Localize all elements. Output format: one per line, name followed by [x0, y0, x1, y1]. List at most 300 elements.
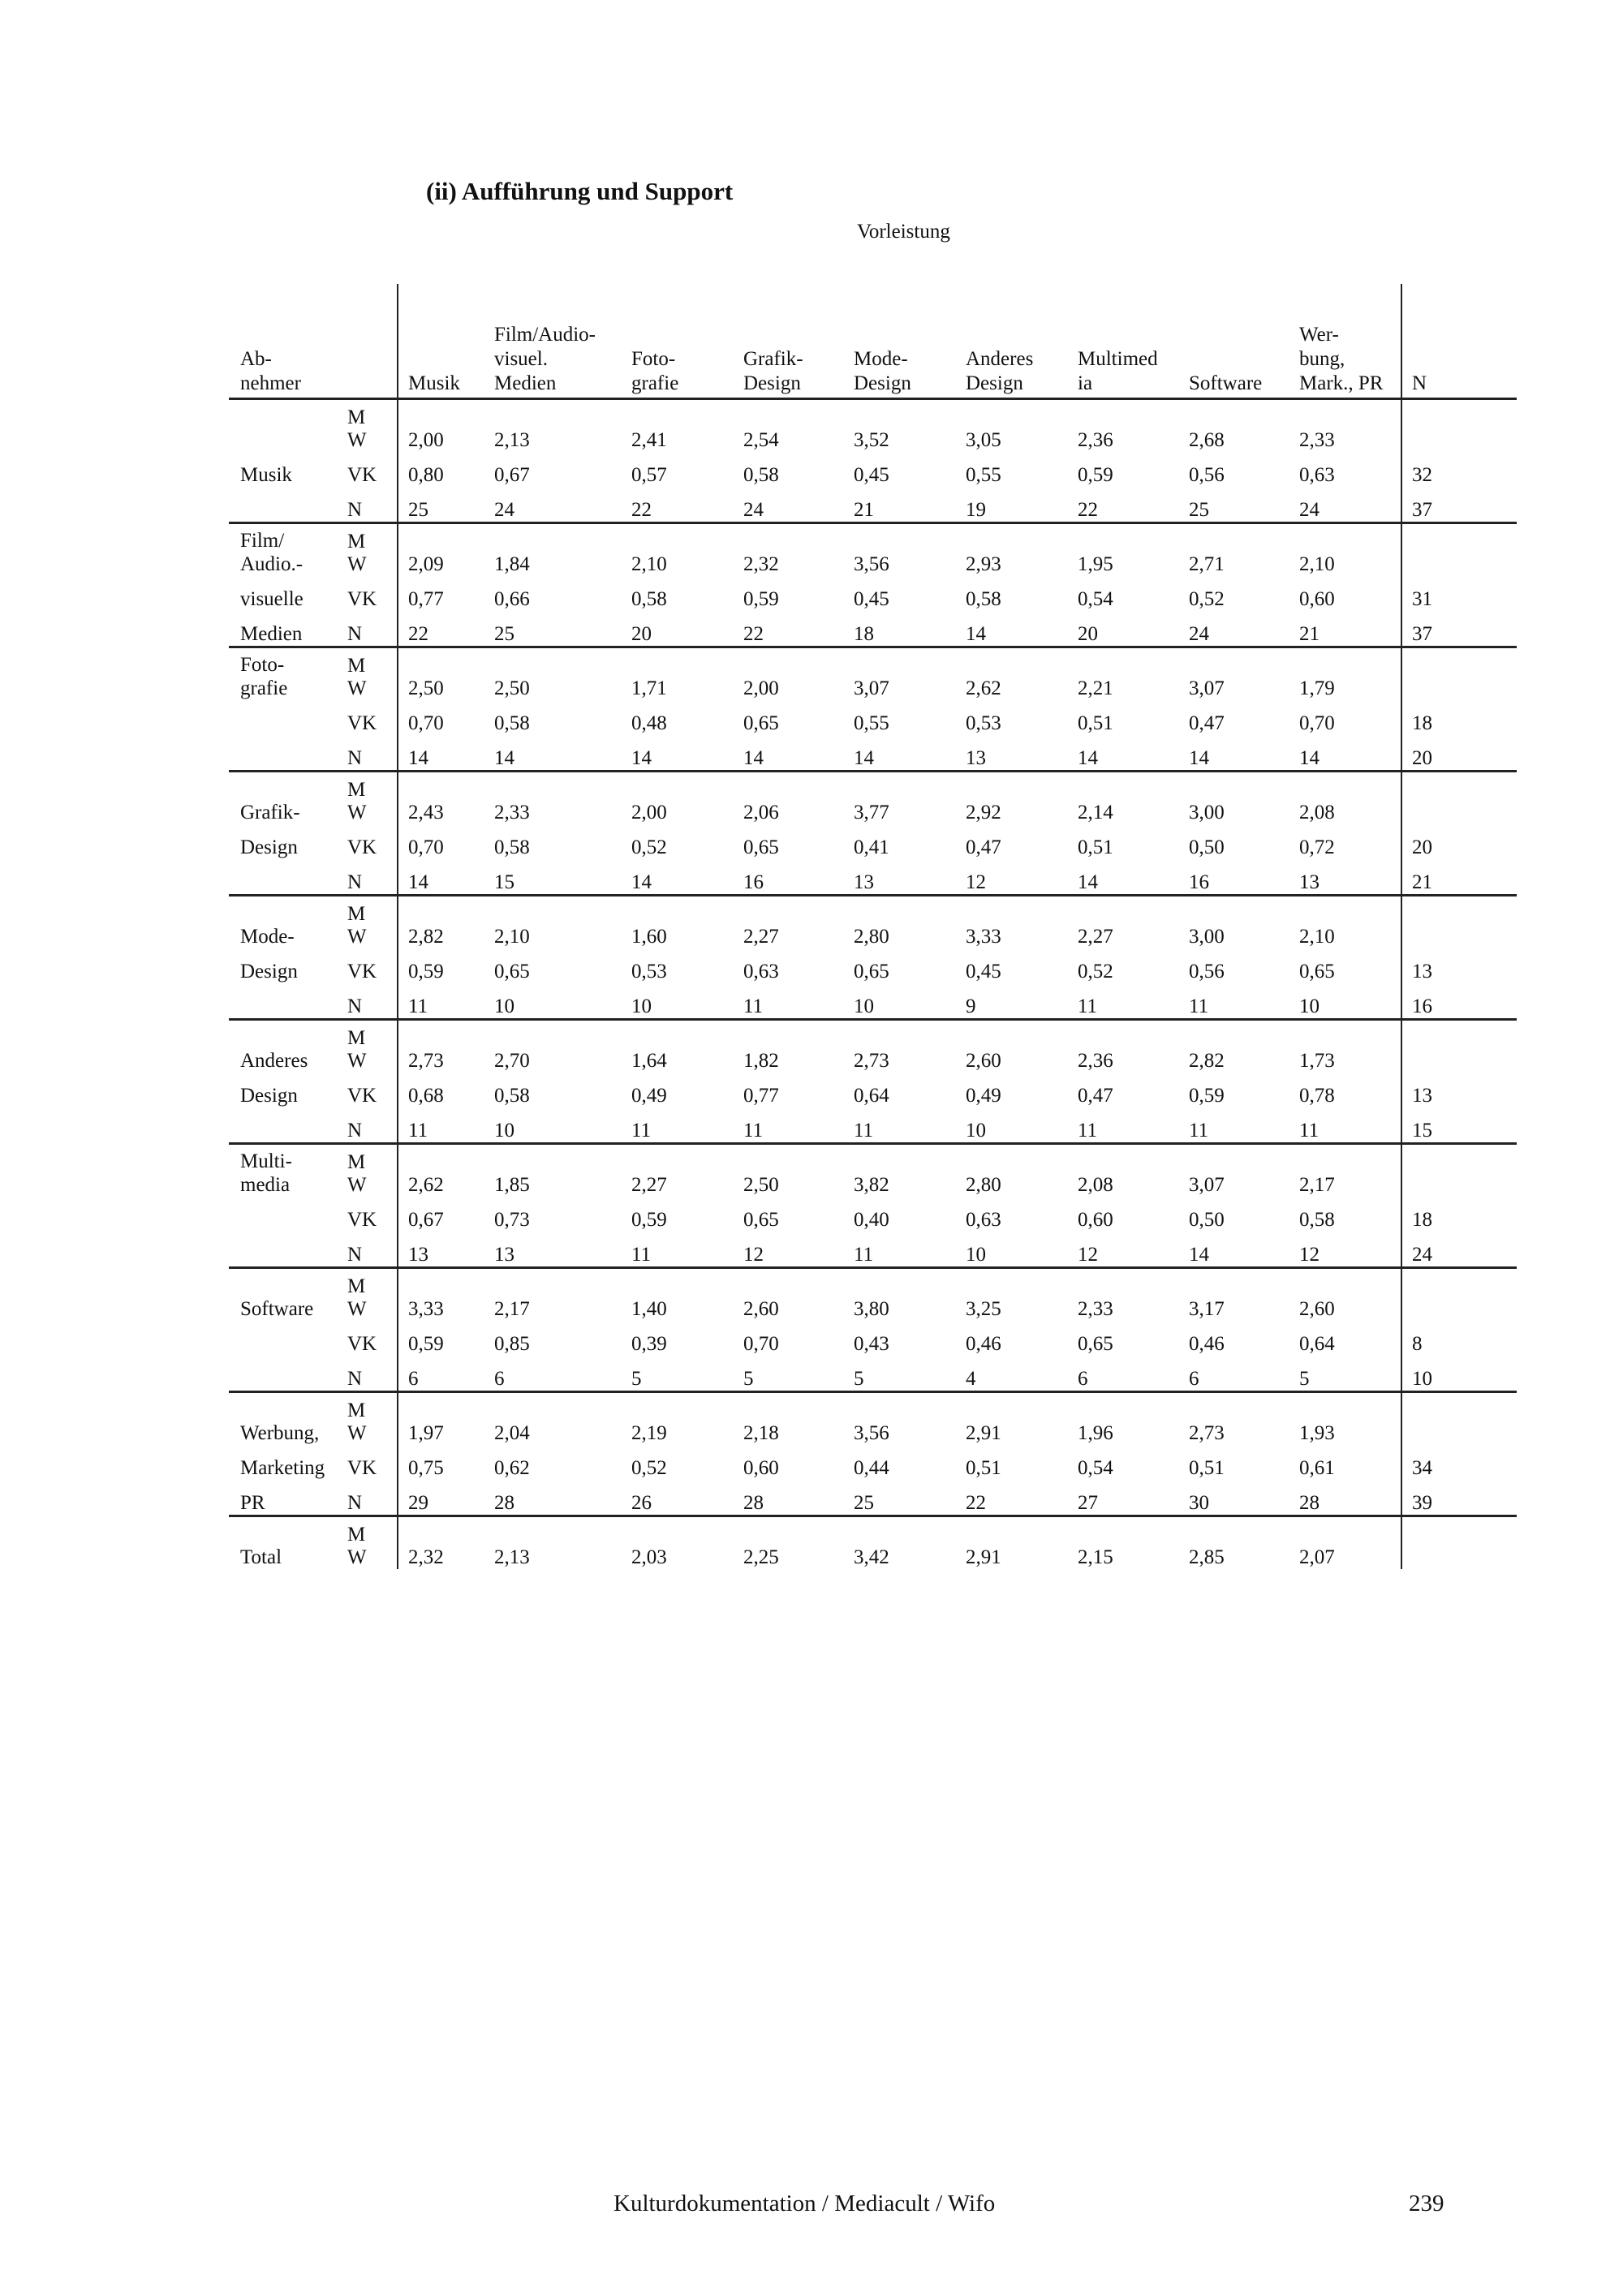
value-cell: 18 [854, 623, 874, 645]
value-cell: 2,32 [743, 553, 779, 575]
value-cell: 2,93 [966, 553, 1001, 575]
value-cell: 0,64 [1299, 1333, 1335, 1355]
value-cell: 28 [743, 1492, 764, 1514]
value-cell: 2,71 [1189, 553, 1225, 575]
value-cell: 1,84 [494, 553, 530, 575]
value-cell: 0,48 [631, 712, 667, 734]
value-cell: 0,63 [966, 1209, 1001, 1231]
value-cell: 0,68 [398, 1073, 484, 1107]
stat-label: VK [347, 588, 377, 610]
value-cell: 0,55 [966, 464, 1001, 486]
value-cell: 2,18 [743, 1422, 779, 1444]
group-row-n [229, 1232, 1517, 1268]
value-cell: 2,60 [966, 1050, 1001, 1072]
stat-label: M W [347, 779, 367, 823]
value-cell: 0,58 [494, 1085, 530, 1107]
value-cell: 29 [398, 1480, 484, 1516]
value-cell: 0,58 [494, 836, 530, 858]
value-cell: 10 [854, 995, 874, 1017]
group-row-vk [229, 452, 1517, 487]
n-cell: 34 [1401, 1445, 1517, 1480]
value-cell: 2,10 [1299, 553, 1335, 575]
value-cell: 2,60 [743, 1298, 779, 1320]
group-row-mw [229, 399, 1517, 453]
value-cell: 0,49 [631, 1085, 667, 1107]
value-cell: 22 [631, 499, 652, 521]
value-cell: 0,50 [1189, 1209, 1225, 1231]
value-cell: 10 [494, 995, 514, 1017]
group-row-n [229, 487, 1517, 523]
value-cell: 0,46 [966, 1333, 1001, 1355]
column-header: N [1401, 284, 1517, 399]
value-cell: 5 [743, 1368, 754, 1390]
value-cell: 0,65 [854, 961, 889, 982]
value-cell: 14 [398, 859, 484, 896]
value-cell: 0,65 [743, 712, 779, 734]
stat-label: N [347, 1120, 363, 1142]
value-cell: 2,13 [494, 429, 530, 451]
value-cell: 1,73 [1299, 1050, 1335, 1072]
group-row-n [229, 1107, 1517, 1144]
value-cell: 22 [398, 611, 484, 647]
value-cell: 2,80 [966, 1174, 1001, 1196]
value-cell: 3,00 [1189, 802, 1225, 823]
n-cell [1401, 772, 1517, 825]
stat-header [339, 284, 398, 399]
value-cell: 1,82 [743, 1050, 779, 1072]
value-cell: 0,44 [854, 1457, 889, 1479]
value-cell: 0,63 [1299, 464, 1335, 486]
stat-label: N [347, 747, 363, 769]
value-cell: 11 [1189, 1120, 1209, 1142]
row-label [229, 983, 339, 1020]
value-cell: 2,62 [398, 1144, 484, 1197]
value-cell: 11 [1078, 1120, 1098, 1142]
row-label: Design [240, 836, 298, 858]
header-row [229, 284, 1517, 399]
value-cell: 0,60 [1299, 588, 1335, 610]
value-cell: 0,52 [631, 1457, 667, 1479]
value-cell: 3,82 [854, 1174, 889, 1196]
value-cell: 2,27 [743, 926, 779, 948]
value-cell: 6 [1078, 1368, 1088, 1390]
row-label: Mode- [240, 926, 295, 948]
stat-label: VK [347, 464, 377, 486]
n-cell: 18 [1401, 700, 1517, 735]
value-cell: 26 [631, 1492, 652, 1514]
row-label [229, 1356, 339, 1392]
row-label: Marketing [240, 1457, 325, 1479]
value-cell: 1,71 [631, 677, 667, 699]
value-cell: 0,61 [1299, 1457, 1335, 1479]
value-cell: 2,43 [398, 772, 484, 825]
n-cell: 13 [1401, 1073, 1517, 1107]
n-cell: 39 [1401, 1480, 1517, 1516]
value-cell: 30 [1189, 1492, 1209, 1514]
value-cell: 0,70 [398, 824, 484, 859]
value-cell: 1,97 [398, 1392, 484, 1446]
page-number: 239 [1409, 2191, 1444, 2216]
value-cell: 2,14 [1078, 802, 1113, 823]
value-cell: 14 [1189, 747, 1209, 769]
value-cell: 1,60 [631, 926, 667, 948]
column-header: Mode- Design [854, 348, 911, 394]
value-cell: 0,51 [966, 1457, 1001, 1479]
value-cell: 11 [398, 1107, 484, 1144]
value-cell: 0,75 [398, 1445, 484, 1480]
value-cell: 2,25 [743, 1546, 779, 1568]
row-label: PR [240, 1492, 265, 1514]
value-cell: 13 [966, 747, 986, 769]
row-label [229, 1197, 339, 1232]
row-label [229, 1107, 339, 1144]
value-cell: 0,67 [494, 464, 530, 486]
stat-label: M W [347, 1151, 367, 1196]
value-cell: 2,82 [398, 896, 484, 949]
n-cell: 18 [1401, 1197, 1517, 1232]
n-cell: 10 [1401, 1356, 1517, 1392]
value-cell: 2,13 [494, 1546, 530, 1568]
value-cell: 0,58 [631, 588, 667, 610]
row-label [229, 700, 339, 735]
corner-label: Ab- nehmer [240, 348, 301, 394]
value-cell: 25 [1189, 499, 1209, 521]
value-cell: 0,80 [398, 452, 484, 487]
value-cell: 0,54 [1078, 1457, 1113, 1479]
value-cell: 3,80 [854, 1298, 889, 1320]
value-cell: 0,51 [1078, 836, 1113, 858]
value-cell: 10 [631, 995, 652, 1017]
value-cell: 2,03 [631, 1546, 667, 1568]
group-row-n [229, 735, 1517, 772]
stat-label: N [347, 623, 363, 645]
value-cell: 2,41 [631, 429, 667, 451]
value-cell: 0,59 [631, 1209, 667, 1231]
value-cell: 14 [854, 747, 874, 769]
value-cell: 2,62 [966, 677, 1001, 699]
value-cell: 3,07 [1189, 677, 1225, 699]
value-cell: 2,80 [854, 926, 889, 948]
value-cell: 20 [1078, 623, 1098, 645]
column-header: Multimed ia [1078, 348, 1158, 394]
stat-label: N [347, 1492, 363, 1514]
value-cell: 0,52 [1189, 588, 1225, 610]
n-cell: 31 [1401, 576, 1517, 611]
row-label [229, 1321, 339, 1356]
value-cell: 3,56 [854, 553, 889, 575]
value-cell: 10 [1299, 995, 1319, 1017]
row-label [229, 487, 339, 523]
value-cell: 13 [1299, 871, 1319, 893]
value-cell: 2,19 [631, 1422, 667, 1444]
value-cell: 5 [1299, 1368, 1310, 1390]
group-row-mw [229, 647, 1517, 701]
group-row-vk [229, 948, 1517, 983]
value-cell: 11 [854, 1120, 874, 1142]
group-row-mw [229, 1020, 1517, 1073]
stat-label: M W [347, 531, 367, 575]
n-cell: 21 [1401, 859, 1517, 896]
value-cell: 2,17 [1299, 1174, 1335, 1196]
value-cell: 2,04 [494, 1422, 530, 1444]
value-cell: 0,66 [494, 588, 530, 610]
value-cell: 0,65 [1078, 1333, 1113, 1355]
value-cell: 24 [494, 499, 514, 521]
value-cell: 2,32 [398, 1516, 484, 1570]
value-cell: 2,60 [1299, 1298, 1335, 1320]
value-cell: 4 [966, 1368, 976, 1390]
row-label: Film/ Audio.- [240, 530, 304, 575]
stat-label: VK [347, 712, 377, 734]
stat-label: N [347, 1244, 363, 1266]
stat-label: M W [347, 1027, 367, 1072]
stat-label: M W [347, 655, 367, 699]
value-cell: 28 [494, 1492, 514, 1514]
group-row-n [229, 983, 1517, 1020]
n-cell [1401, 1020, 1517, 1073]
group-row-mw [229, 1144, 1517, 1197]
n-cell: 20 [1401, 735, 1517, 772]
stat-label: VK [347, 1333, 377, 1355]
value-cell: 1,95 [1078, 553, 1113, 575]
n-cell: 20 [1401, 824, 1517, 859]
value-cell: 2,17 [494, 1298, 530, 1320]
stat-label: M W [347, 1275, 367, 1320]
value-cell: 22 [1078, 499, 1098, 521]
row-label: Werbung, [240, 1422, 320, 1444]
value-cell: 0,43 [854, 1333, 889, 1355]
value-cell: 0,63 [743, 961, 779, 982]
row-label [229, 1232, 339, 1268]
value-cell: 2,73 [1189, 1422, 1225, 1444]
value-cell: 24 [743, 499, 764, 521]
value-cell: 2,21 [1078, 677, 1113, 699]
row-label [229, 735, 339, 772]
value-cell: 11 [1189, 995, 1209, 1017]
value-cell: 1,64 [631, 1050, 667, 1072]
row-label: Foto- grafie [240, 654, 288, 699]
value-cell: 11 [854, 1244, 874, 1266]
value-cell: 20 [631, 623, 652, 645]
group-row-n [229, 611, 1517, 647]
value-cell: 5 [854, 1368, 864, 1390]
value-cell: 0,40 [854, 1209, 889, 1231]
value-cell: 0,60 [1078, 1209, 1113, 1231]
value-cell: 14 [966, 623, 986, 645]
value-cell: 0,59 [1078, 464, 1113, 486]
stat-label: VK [347, 1209, 377, 1231]
n-cell [1401, 523, 1517, 577]
value-cell: 0,78 [1299, 1085, 1335, 1107]
row-label: visuelle [240, 588, 304, 610]
value-cell: 0,41 [854, 836, 889, 858]
value-cell: 0,77 [743, 1085, 779, 1107]
value-cell: 0,49 [966, 1085, 1001, 1107]
group-row-vk [229, 700, 1517, 735]
value-cell: 0,47 [966, 836, 1001, 858]
row-label: Total [240, 1546, 282, 1568]
value-cell: 0,77 [398, 576, 484, 611]
group-row-n [229, 859, 1517, 896]
value-cell: 3,00 [1189, 926, 1225, 948]
value-cell: 0,67 [398, 1197, 484, 1232]
column-header: Foto- grafie [631, 348, 679, 394]
row-label: Grafik- [240, 802, 300, 823]
value-cell: 2,54 [743, 429, 779, 451]
group-row-vk [229, 1445, 1517, 1480]
value-cell: 3,25 [966, 1298, 1001, 1320]
value-cell: 14 [1299, 747, 1319, 769]
value-cell: 2,33 [494, 802, 530, 823]
stat-label: M W [347, 1400, 367, 1444]
value-cell: 9 [966, 995, 976, 1017]
column-header: Film/Audio- visuel. Medien [494, 324, 596, 394]
group-row-vk [229, 1321, 1517, 1356]
stat-label: M W [347, 903, 367, 948]
value-cell: 2,91 [966, 1422, 1001, 1444]
column-header: Grafik- Design [743, 348, 803, 394]
value-cell: 3,05 [966, 429, 1001, 451]
value-cell: 2,08 [1078, 1174, 1113, 1196]
value-cell: 11 [631, 1120, 652, 1142]
value-cell: 0,60 [743, 1457, 779, 1479]
value-cell: 10 [494, 1120, 514, 1142]
value-cell: 12 [966, 871, 986, 893]
value-cell: 2,27 [1078, 926, 1113, 948]
value-cell: 14 [743, 747, 764, 769]
row-label: Medien [240, 623, 303, 645]
value-cell: 0,58 [1299, 1209, 1335, 1231]
n-cell [1401, 896, 1517, 949]
value-cell: 0,70 [1299, 712, 1335, 734]
n-cell: 32 [1401, 452, 1517, 487]
value-cell: 14 [1189, 1244, 1209, 1266]
group-row-vk [229, 1197, 1517, 1232]
value-cell: 2,27 [631, 1174, 667, 1196]
n-cell [1401, 1516, 1517, 1570]
value-cell: 22 [743, 623, 764, 645]
value-cell: 11 [631, 1244, 652, 1266]
value-cell: 2,15 [1078, 1546, 1113, 1568]
group-row-n [229, 1356, 1517, 1392]
value-cell: 0,85 [494, 1333, 530, 1355]
value-cell: 0,70 [743, 1333, 779, 1355]
value-cell: 2,36 [1078, 1050, 1113, 1072]
value-cell: 13 [494, 1244, 514, 1266]
n-cell [1401, 1268, 1517, 1322]
value-cell: 2,00 [743, 677, 779, 699]
value-cell: 12 [743, 1244, 764, 1266]
value-cell: 0,59 [398, 948, 484, 983]
value-cell: 3,07 [854, 677, 889, 699]
group-row-mw [229, 1268, 1517, 1322]
value-cell: 6 [1189, 1368, 1199, 1390]
n-cell [1401, 647, 1517, 701]
column-header: Musik [398, 284, 484, 399]
value-cell: 0,56 [1189, 464, 1225, 486]
n-cell [1401, 399, 1517, 453]
n-cell: 15 [1401, 1107, 1517, 1144]
stat-label: N [347, 1368, 363, 1390]
group-row-mw [229, 896, 1517, 949]
value-cell: 0,70 [398, 700, 484, 735]
row-label [229, 859, 339, 896]
group-row-mw [229, 523, 1517, 577]
value-cell: 0,59 [398, 1321, 484, 1356]
value-cell: 2,36 [1078, 429, 1113, 451]
value-cell: 12 [1299, 1244, 1319, 1266]
value-cell: 2,08 [1299, 802, 1335, 823]
value-cell: 2,82 [1189, 1050, 1225, 1072]
n-cell: 37 [1401, 487, 1517, 523]
value-cell: 3,17 [1189, 1298, 1225, 1320]
row-label: Anderes [240, 1050, 308, 1072]
value-cell: 2,10 [1299, 926, 1335, 948]
value-cell: 0,58 [494, 712, 530, 734]
value-cell: 2,70 [494, 1050, 530, 1072]
row-label: Multi- media [240, 1150, 292, 1196]
stat-label: VK [347, 1085, 377, 1107]
group-row-vk [229, 824, 1517, 859]
value-cell: 0,52 [631, 836, 667, 858]
value-cell: 21 [854, 499, 874, 521]
value-cell: 0,73 [494, 1209, 530, 1231]
value-cell: 2,33 [1299, 429, 1335, 451]
value-cell: 16 [743, 871, 764, 893]
value-cell: 0,58 [966, 588, 1001, 610]
value-cell: 0,54 [1078, 588, 1113, 610]
value-cell: 14 [494, 747, 514, 769]
stat-label: VK [347, 1457, 377, 1479]
value-cell: 14 [1078, 747, 1098, 769]
stat-label: M W [347, 1524, 367, 1568]
group-row-vk [229, 1073, 1517, 1107]
value-cell: 2,09 [398, 523, 484, 577]
value-cell: 2,50 [743, 1174, 779, 1196]
row-label: Design [240, 1085, 298, 1107]
group-row-vk [229, 576, 1517, 611]
value-cell: 28 [1299, 1492, 1319, 1514]
n-cell [1401, 1392, 1517, 1446]
value-cell: 0,65 [1299, 961, 1335, 982]
value-cell: 0,53 [631, 961, 667, 982]
value-cell: 14 [631, 871, 652, 893]
stat-label: N [347, 995, 363, 1017]
row-label: Design [240, 961, 298, 982]
value-cell: 22 [966, 1492, 986, 1514]
value-cell: 0,59 [1189, 1085, 1225, 1107]
table-subtitle: Vorleistung [857, 221, 950, 243]
value-cell: 2,73 [854, 1050, 889, 1072]
n-cell: 37 [1401, 611, 1517, 647]
row-label: Software [240, 1298, 314, 1320]
value-cell: 1,40 [631, 1298, 667, 1320]
value-cell: 21 [1299, 623, 1319, 645]
value-cell: 0,62 [494, 1457, 530, 1479]
value-cell: 2,33 [1078, 1298, 1113, 1320]
value-cell: 13 [854, 871, 874, 893]
value-cell: 2,06 [743, 802, 779, 823]
value-cell: 3,33 [398, 1268, 484, 1322]
value-cell: 0,46 [1189, 1333, 1225, 1355]
value-cell: 0,47 [1189, 712, 1225, 734]
n-cell: 13 [1401, 948, 1517, 983]
value-cell: 11 [398, 983, 484, 1020]
stat-label: VK [347, 961, 377, 982]
value-cell: 2,91 [966, 1546, 1001, 1568]
n-cell: 24 [1401, 1232, 1517, 1268]
value-cell: 2,92 [966, 802, 1001, 823]
